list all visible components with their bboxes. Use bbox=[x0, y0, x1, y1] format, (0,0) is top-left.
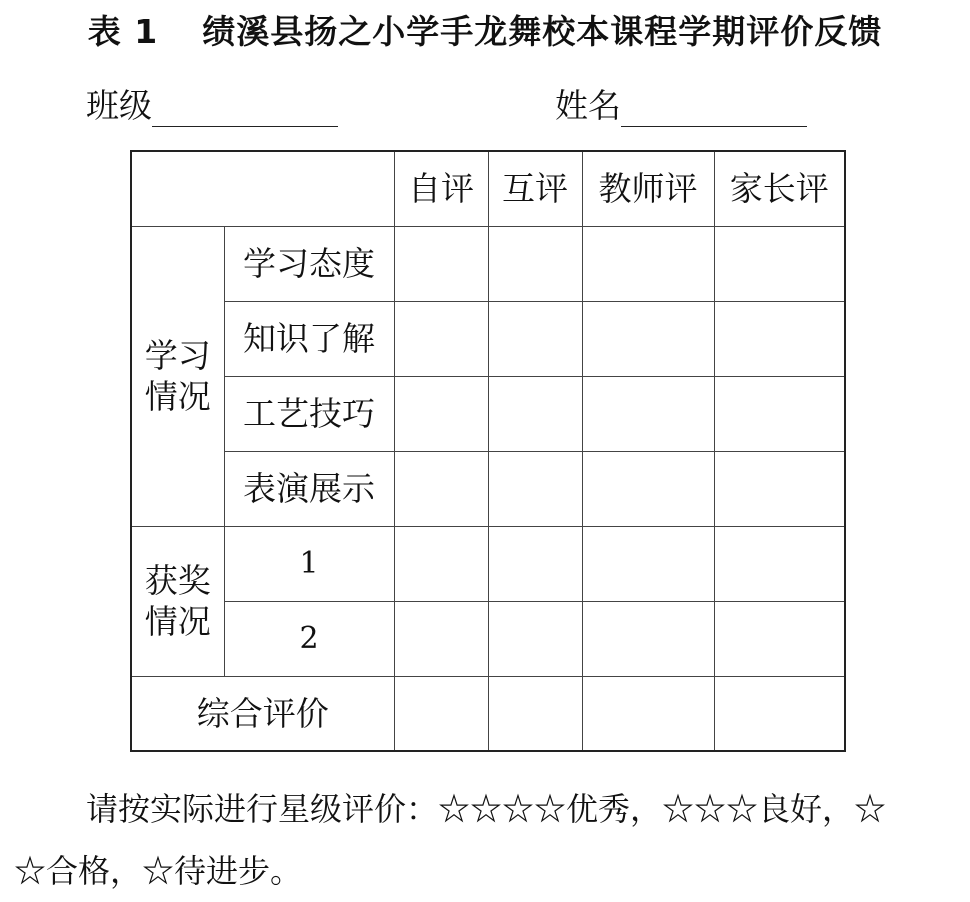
rating-cell[interactable] bbox=[488, 226, 582, 301]
table-title bbox=[0, 6, 970, 53]
summary-row bbox=[131, 676, 845, 751]
header-self: 自评 bbox=[394, 151, 488, 226]
rating-cell[interactable] bbox=[394, 601, 488, 676]
rating-cell[interactable] bbox=[582, 526, 714, 601]
table-row bbox=[131, 226, 845, 301]
rating-cell[interactable] bbox=[582, 226, 714, 301]
rating-cell[interactable] bbox=[714, 526, 845, 601]
rating-cell[interactable] bbox=[394, 526, 488, 601]
group-label-line: 获奖 bbox=[144, 560, 211, 600]
rating-cell[interactable] bbox=[488, 301, 582, 376]
rating-cell[interactable] bbox=[582, 301, 714, 376]
group-label-line: 情况 bbox=[144, 377, 211, 416]
row-label: 表演展示 bbox=[224, 451, 394, 526]
rating-cell[interactable] bbox=[714, 376, 845, 451]
rating-cell[interactable] bbox=[488, 376, 582, 451]
table-row bbox=[131, 376, 845, 451]
group-label-line: 情况 bbox=[144, 602, 211, 641]
class-label: 班级 bbox=[86, 86, 152, 125]
rating-cell[interactable] bbox=[582, 451, 714, 526]
rating-cell[interactable] bbox=[488, 676, 582, 751]
table-number: 表 1 bbox=[87, 12, 159, 51]
rating-cell[interactable] bbox=[394, 451, 488, 526]
name-blank-line[interactable] bbox=[621, 90, 807, 127]
row-label: 2 bbox=[224, 601, 394, 676]
rating-cell[interactable] bbox=[714, 451, 845, 526]
class-field bbox=[86, 80, 338, 127]
rating-cell[interactable] bbox=[582, 601, 714, 676]
row-label: 学习态度 bbox=[224, 226, 394, 301]
rating-cell[interactable] bbox=[714, 301, 845, 376]
group-label-study bbox=[131, 226, 224, 526]
rating-cell[interactable] bbox=[394, 376, 488, 451]
table-row bbox=[131, 526, 845, 601]
class-blank-line[interactable] bbox=[152, 90, 338, 127]
rating-cell[interactable] bbox=[582, 676, 714, 751]
row-label: 工艺技巧 bbox=[224, 376, 394, 451]
summary-label: 综合评价 bbox=[131, 676, 394, 751]
header-peer: 互评 bbox=[488, 151, 582, 226]
rating-cell[interactable] bbox=[714, 601, 845, 676]
rating-cell[interactable] bbox=[488, 601, 582, 676]
rating-cell[interactable] bbox=[394, 676, 488, 751]
row-label: 知识了解 bbox=[224, 301, 394, 376]
rating-cell[interactable] bbox=[488, 451, 582, 526]
table-row bbox=[131, 301, 845, 376]
header-parent: 家长评 bbox=[714, 151, 845, 226]
name-field bbox=[555, 80, 807, 127]
rating-cell[interactable] bbox=[582, 376, 714, 451]
evaluation-table bbox=[130, 150, 846, 752]
rating-cell[interactable] bbox=[714, 226, 845, 301]
group-label-line: 学习 bbox=[144, 335, 211, 375]
rating-cell[interactable] bbox=[488, 526, 582, 601]
rating-cell[interactable] bbox=[714, 676, 845, 751]
rating-cell[interactable] bbox=[394, 301, 488, 376]
name-label: 姓名 bbox=[555, 86, 621, 125]
rating-instructions bbox=[0, 778, 970, 902]
instruction-line-1: 请按实际进行星级评价：☆☆☆☆优秀，☆☆☆良好，☆ bbox=[86, 790, 887, 828]
title-text: 绩溪县扬之小学手龙舞校本课程学期评价反馈 bbox=[202, 12, 883, 51]
header-teacher: 教师评 bbox=[582, 151, 714, 226]
rating-cell[interactable] bbox=[394, 226, 488, 301]
table-row bbox=[131, 451, 845, 526]
table-row bbox=[131, 601, 845, 676]
group-label-awards bbox=[131, 526, 224, 676]
header-row bbox=[131, 151, 845, 226]
corner-cell bbox=[131, 151, 394, 226]
instruction-line-2: ☆合格，☆待进步。 bbox=[14, 852, 303, 890]
row-label: 1 bbox=[224, 526, 394, 601]
